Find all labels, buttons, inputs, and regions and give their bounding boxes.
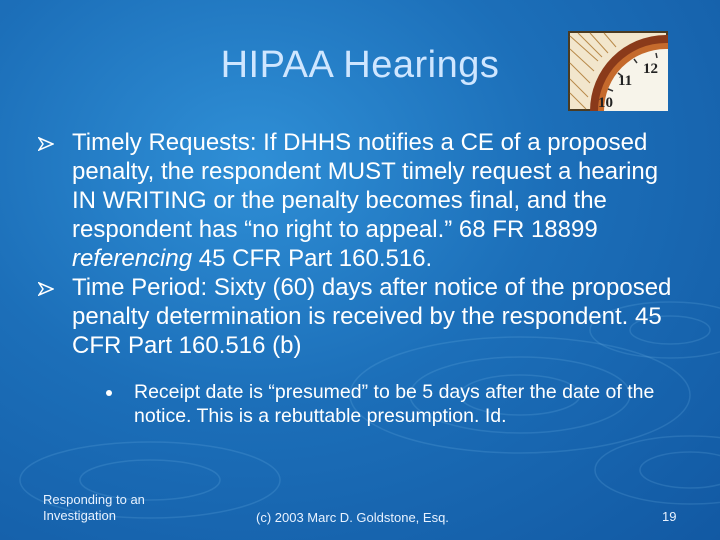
footer-left-line-1: Responding to an	[43, 492, 145, 507]
sub-bullet-receipt-date	[102, 380, 694, 428]
slide-number: 19	[662, 509, 677, 524]
arrow-bullet-icon	[38, 137, 54, 151]
sub-bullet-text: Receipt date is “presumed” to be 5 days after the date of the notice. This is a rebuttable presumption. Id.	[134, 381, 655, 427]
bullet-italic-text: referencing	[72, 245, 193, 272]
bullet-text: Time Period: Sixty (60) days after notice of the proposed penalty determination is received by the respondent. 45 CFR Part 160.516 (b)	[72, 274, 672, 359]
clock-numeral-12: 12	[643, 61, 658, 77]
slide-title: HIPAA Hearings	[220, 44, 500, 86]
bullet-timely-requests	[36, 128, 686, 273]
arrow-bullet-icon	[38, 282, 54, 296]
dot-bullet-icon	[106, 390, 112, 396]
bullet-text: Timely Requests: If DHHS notifies a CE of a proposed penalty, the respondent MUST timely request a hearing IN WRITING or the penalty becomes final, and the respondent has “no right to appeal.” 68 FR 18899	[72, 129, 659, 243]
bullet-time-period	[36, 273, 686, 360]
clock-numeral-10: 10	[598, 95, 613, 111]
bullet-list	[36, 128, 686, 428]
clock-icon	[568, 31, 668, 111]
clock-numeral-11: 11	[618, 73, 633, 89]
footer-left-line-2: Investigation	[43, 508, 116, 523]
bullet-text-end: 45 CFR Part 160.516.	[192, 245, 433, 272]
footer-copyright: (c) 2003 Marc D. Goldstone, Esq.	[256, 510, 449, 525]
footer-section-label	[43, 492, 145, 524]
